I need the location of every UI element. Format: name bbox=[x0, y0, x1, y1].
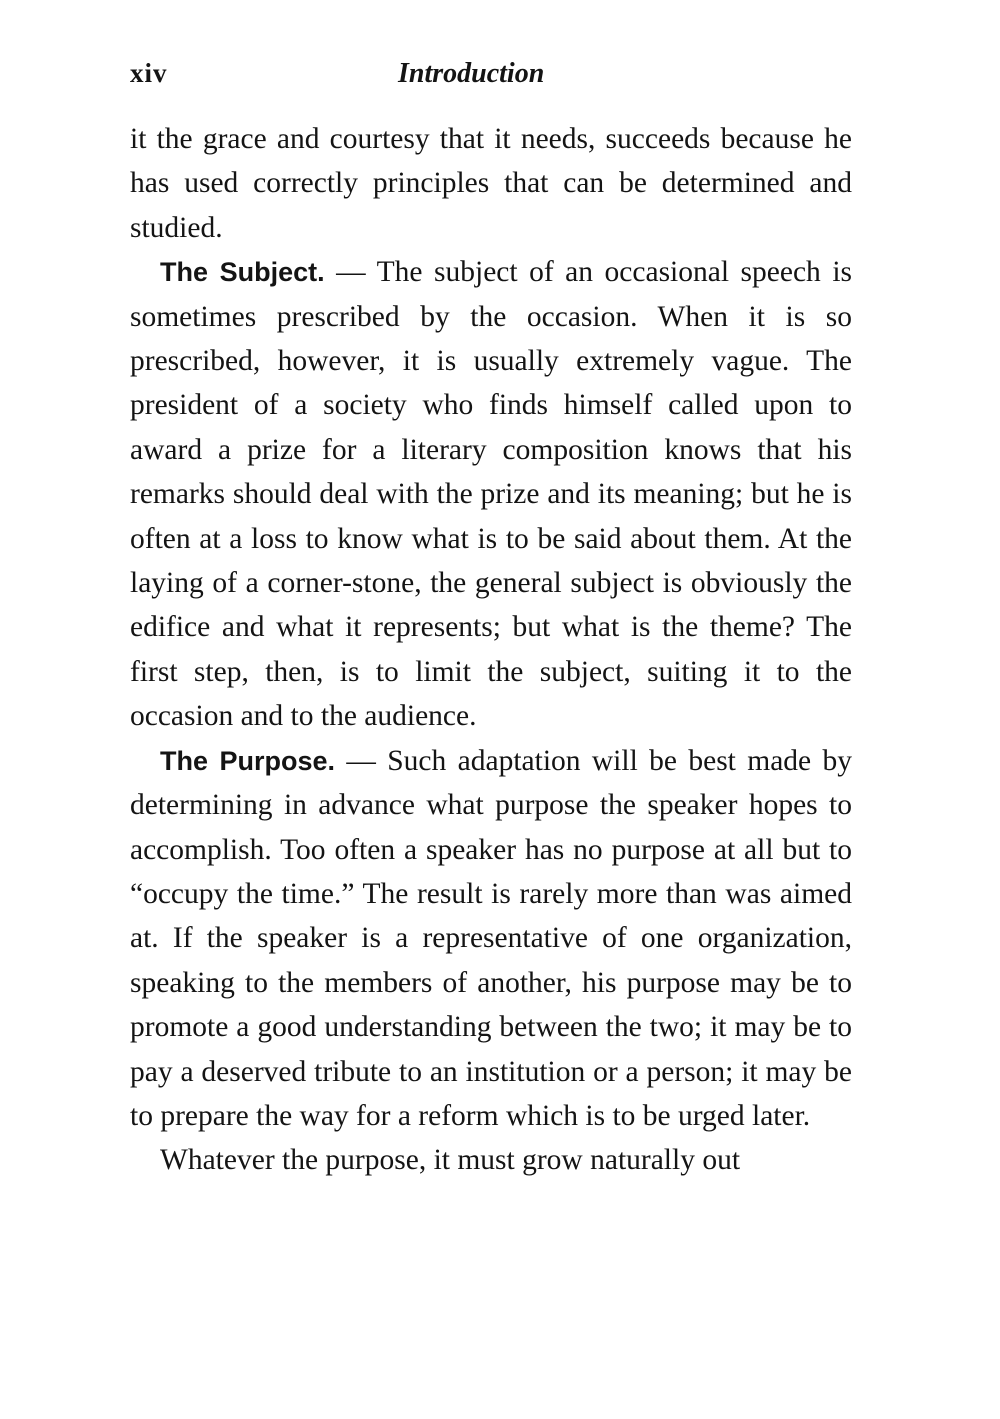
paragraph-final bbox=[130, 1138, 852, 1182]
paragraph-subject bbox=[130, 250, 852, 738]
page-header bbox=[130, 58, 850, 98]
paragraph-text: it the grace and courtesy that it needs, succeeds because he has used correctly principles that can be determined and studied. bbox=[130, 123, 852, 244]
paragraph-text: — The subject of an occasional speech is sometimes prescribed by the occasion. When it is so prescribed, however, it is usually extremely vague. The president of a society who finds himself called upon to award a prize for a literary composition knows that his remarks should deal with the prize and its meaning; but he is often at a loss to know what is to be said about them. At the laying of a corner-stone, the general subject is obviously the edifice and what it represents; but what is the theme? The first step, then, is to limit the subject, suiting it to the occasion and to the audience. bbox=[130, 256, 852, 733]
section-heading-purpose: The Purpose. bbox=[160, 745, 336, 776]
running-head: Introduction bbox=[398, 58, 545, 89]
paragraph-continuation bbox=[130, 117, 852, 250]
section-heading-subject: The Subject. bbox=[160, 257, 325, 288]
paragraph-purpose bbox=[130, 739, 852, 1139]
body-text bbox=[130, 117, 852, 1183]
page-number: xiv bbox=[130, 58, 168, 88]
paragraph-text: Whatever the purpose, it must grow naturally out bbox=[160, 1144, 741, 1177]
paragraph-text: — Such adaptation will be best made by determining in advance what purpose the speaker hopes to accomplish. Too often a speaker has no purpose at all but to “occupy the time.” The result is rarely more than was aimed at. If the speaker is a representative of one organization, speaking to the members of another, his purpose may be to promote a good understanding between the two; it may be to pay a deserved tribute to an institution or a person; it may be to prepare the way for a reform which is to be urged later. bbox=[130, 744, 852, 1132]
